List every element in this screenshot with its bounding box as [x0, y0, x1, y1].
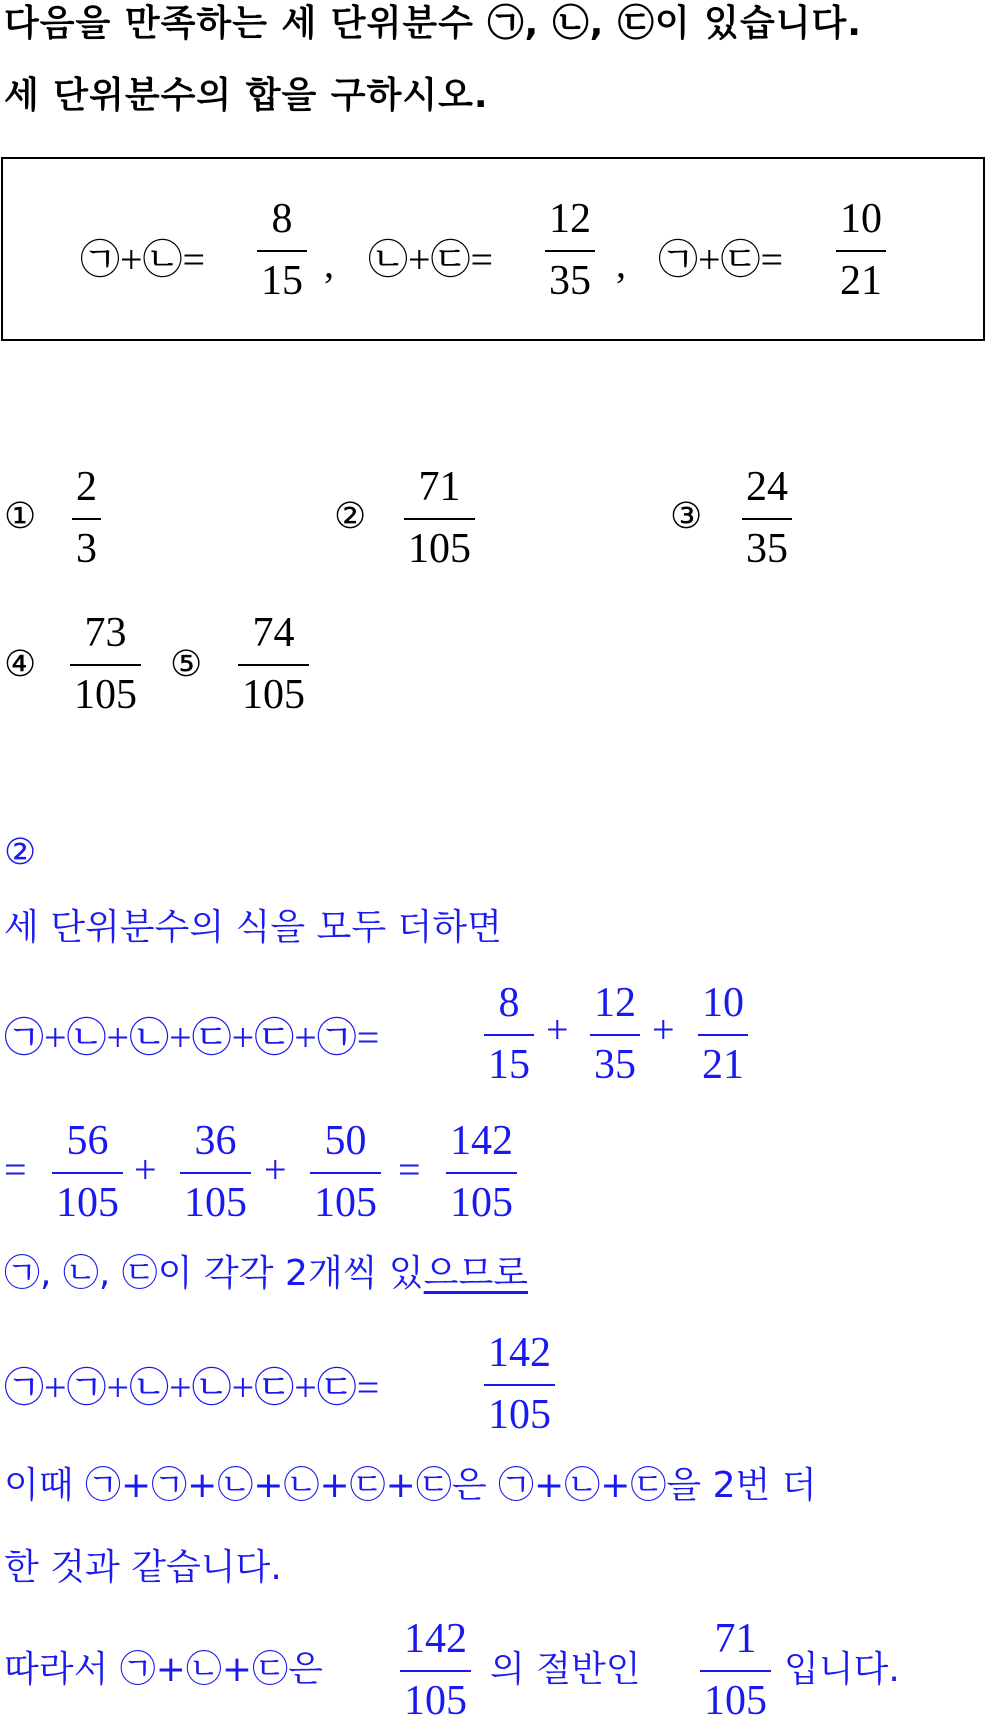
fraction-bar: [310, 1172, 381, 1174]
solution-eq3-lhs: ㉠+㉠+㉡+㉡+㉢+㉢=: [4, 1365, 380, 1410]
plus-sign: +: [652, 1007, 675, 1052]
question-line-1: 다음을 만족하는 세 단위분수 ㉠, ㉡, ㉢이 있습니다.: [4, 3, 862, 44]
fraction-denominator: 105: [704, 1678, 767, 1724]
choice-marker-2[interactable]: ②: [334, 496, 367, 537]
fraction-numerator: 71: [714, 1616, 757, 1662]
solution-line-5-fraction-2: [700, 1616, 771, 1724]
solution-line-5-start: 따라서 ㉠+㉡+㉢은: [4, 1649, 323, 1690]
fraction-denominator: 35: [746, 526, 788, 572]
fraction-bar: [446, 1172, 517, 1174]
solution-eq1-fraction-3: [698, 980, 748, 1088]
condition-separator-2: ,: [616, 241, 626, 286]
fraction-numerator: 8: [271, 196, 293, 242]
fraction-denominator: 105: [74, 672, 137, 718]
fraction-bar: [484, 1384, 555, 1386]
fraction-numerator: 74: [252, 610, 295, 656]
fraction-bar: [238, 664, 309, 666]
solution-eq2-fraction-3: [310, 1118, 381, 1226]
solution-eq2-fraction-1: [52, 1118, 123, 1226]
fraction-bar: [698, 1034, 748, 1036]
condition-expr-3-lhs: ㉠+㉢=: [658, 237, 784, 282]
fraction-numerator: 12: [549, 196, 591, 242]
choice-marker-1[interactable]: ①: [4, 496, 37, 537]
fraction-numerator: 2: [76, 464, 97, 510]
fraction-denominator: 105: [184, 1180, 247, 1226]
fraction-denominator: 105: [242, 672, 305, 718]
fraction-bar: [700, 1670, 771, 1672]
fraction-numerator: 24: [746, 464, 788, 510]
equals-sign: =: [4, 1147, 27, 1192]
fraction-bar: [52, 1172, 123, 1174]
fraction-bar: [400, 1670, 471, 1672]
solution-eq1-lhs: ㉠+㉡+㉡+㉢+㉢+㉠=: [4, 1015, 380, 1060]
fraction-bar: [257, 250, 307, 252]
fraction-denominator: 105: [408, 526, 471, 572]
fraction-denominator: 105: [488, 1392, 551, 1438]
equals-sign: =: [398, 1147, 421, 1192]
solution-line-3: 이때 ㉠+㉠+㉡+㉡+㉢+㉢은 ㉠+㉡+㉢을 2번 더: [4, 1465, 817, 1506]
fraction-bar: [180, 1172, 251, 1174]
choice-fraction-3[interactable]: [742, 464, 792, 572]
fraction-denominator: 105: [450, 1180, 513, 1226]
solution-line-2-text: ㉠, ㉡, ㉢이 각각 2개씩 있: [4, 1253, 424, 1294]
choice-marker-3[interactable]: ③: [670, 496, 703, 537]
solution-line-1: 세 단위분수의 식을 모두 더하면: [4, 907, 502, 948]
fraction-numerator: 73: [84, 610, 127, 656]
fraction-numerator: 71: [418, 464, 461, 510]
fraction-bar: [404, 518, 475, 520]
fraction-denominator: 35: [594, 1042, 636, 1088]
fraction-numerator: 142: [404, 1616, 467, 1662]
choice-fraction-2[interactable]: [404, 464, 475, 572]
fraction-denominator: 21: [840, 258, 882, 304]
fraction-denominator: 35: [549, 258, 591, 304]
solution-line-5-fraction-1: [400, 1616, 471, 1724]
choice-fraction-5[interactable]: [238, 610, 309, 718]
fraction-bar: [72, 518, 101, 520]
solution-eq1-fraction-1: [484, 980, 534, 1088]
fraction-bar: [70, 664, 141, 666]
fraction-denominator: 105: [314, 1180, 377, 1226]
plus-sign: +: [546, 1007, 569, 1052]
choice-marker-4[interactable]: ④: [4, 644, 37, 685]
solution-line-4: 한 것과 같습니다.: [4, 1547, 282, 1588]
question-line-2: 세 단위분수의 합을 구하시오.: [4, 75, 489, 116]
solution-line-2-underlined: 으므로: [423, 1253, 528, 1294]
plus-sign: +: [134, 1147, 157, 1192]
fraction-numerator: 10: [840, 196, 882, 242]
fraction-denominator: 21: [702, 1042, 744, 1088]
condition-expr-1-lhs: ㉠+㉡=: [80, 237, 206, 282]
fraction-denominator: 15: [261, 258, 303, 304]
solution-line-2: [4, 1252, 528, 1296]
solution-line-5-middle: 의 절반인: [490, 1649, 641, 1690]
fraction-denominator: 15: [488, 1042, 530, 1088]
solution-answer: ②: [4, 832, 37, 873]
fraction-numerator: 56: [66, 1118, 109, 1164]
solution-line-5-end: 입니다.: [784, 1649, 900, 1690]
plus-sign: +: [264, 1147, 287, 1192]
fraction-denominator: 105: [404, 1678, 467, 1724]
solution-eq3-fraction: [484, 1330, 555, 1438]
fraction-numerator: 142: [450, 1118, 513, 1164]
fraction-bar: [590, 1034, 640, 1036]
choice-marker-5[interactable]: ⑤: [170, 644, 203, 685]
fraction-bar: [545, 250, 595, 252]
fraction-bar: [742, 518, 792, 520]
fraction-denominator: 105: [56, 1180, 119, 1226]
fraction-numerator: 12: [594, 980, 636, 1026]
fraction-denominator: 3: [76, 526, 97, 572]
condition-fraction-2: [545, 196, 595, 304]
condition-fraction-3: [836, 196, 886, 304]
condition-expr-2-lhs: ㉡+㉢=: [368, 237, 494, 282]
fraction-bar: [836, 250, 886, 252]
choice-fraction-1[interactable]: [72, 464, 101, 572]
solution-eq2-fraction-4: [446, 1118, 517, 1226]
fraction-bar: [484, 1034, 534, 1036]
choice-fraction-4[interactable]: [70, 610, 141, 718]
fraction-numerator: 36: [194, 1118, 237, 1164]
fraction-numerator: 8: [498, 980, 520, 1026]
solution-eq1-fraction-2: [590, 980, 640, 1088]
solution-eq2-fraction-2: [180, 1118, 251, 1226]
condition-fraction-1: [257, 196, 307, 304]
fraction-numerator: 10: [702, 980, 744, 1026]
fraction-numerator: 142: [488, 1330, 551, 1376]
condition-separator-1: ,: [324, 241, 334, 286]
fraction-numerator: 50: [324, 1118, 367, 1164]
